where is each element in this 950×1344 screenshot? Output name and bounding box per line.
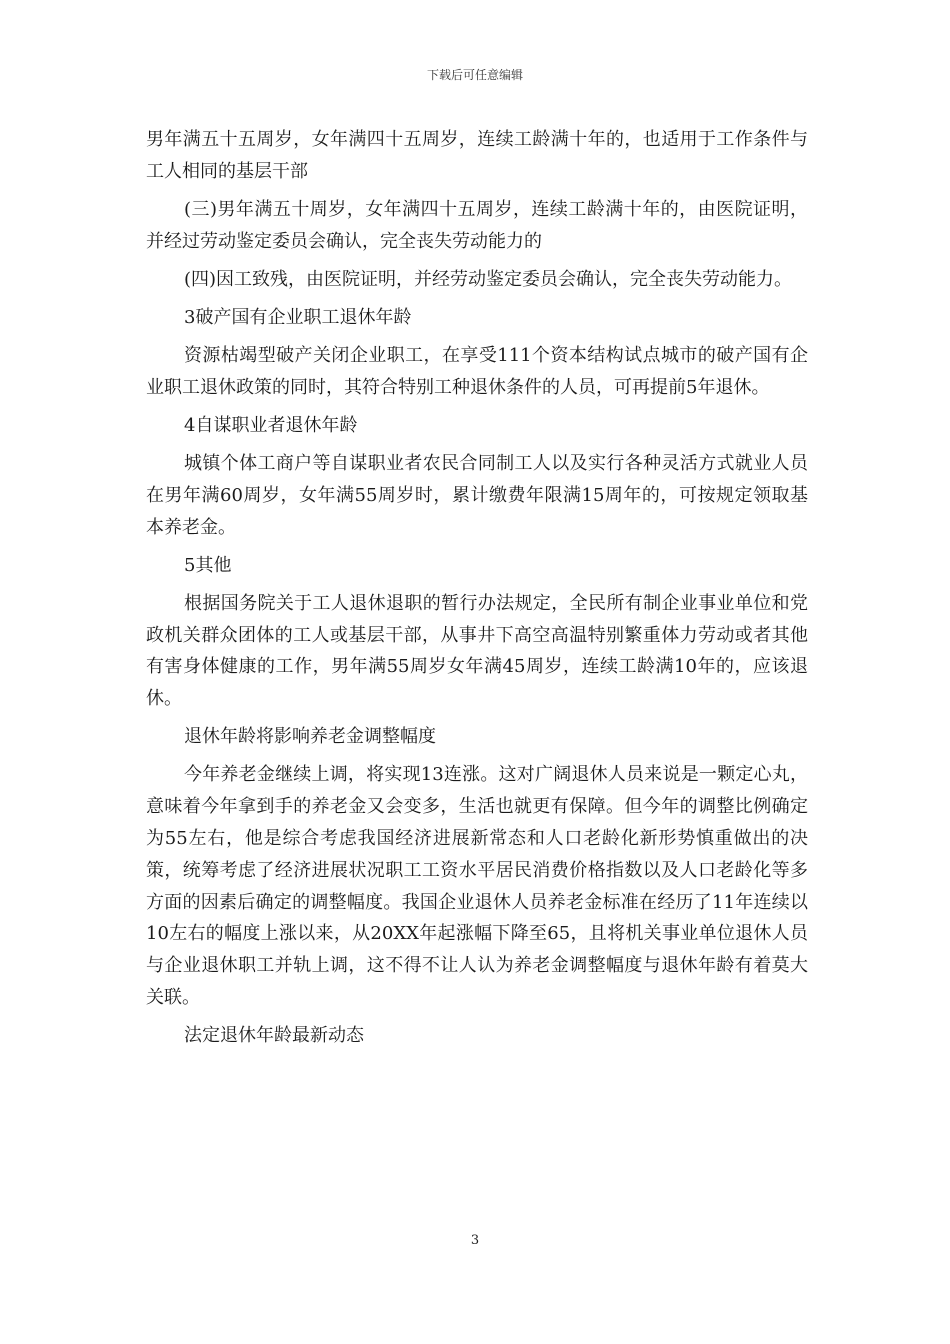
section-heading: 法定退休年龄最新动态 [184,1024,364,1046]
section-heading: 5其他 [184,554,232,576]
paragraph: 根据国务院关于工人退休退职的暂行办法规定，全民所有制企业事业单位和党政机关群众团体的工人或基层干部，从事井下高空高温特别繁重体力劳动或者其他有害身体健康的工作，男年满55周岁女年满45周岁，连续工龄满10年的，应该退休。 [146,592,808,710]
paragraph: 资源枯竭型破产关闭企业职工，在享受111个资本结构试点城市的破产国有企业职工退休政策的同时，其符合特别工种退休条件的人员，可再提前5年退休。 [146,344,808,398]
section-heading: 退休年龄将影响养老金调整幅度 [184,726,436,748]
paragraph: 男年满五十五周岁，女年满四十五周岁，连续工龄满十年的，也适用于工作条件与工人相同的基层干部 [146,129,808,182]
document-body [146,124,808,1052]
paragraph: (四)因工致残，由医院证明，并经劳动鉴定委员会确认，完全丧失劳动能力。 [184,268,793,290]
paragraph: (三)男年满五十周岁，女年满四十五周岁，连续工龄满十年的，由医院证明，并经过劳动鉴定委员会确认，完全丧失劳动能力的 [146,198,808,252]
section-heading: 3破产国有企业职工退休年龄 [184,306,412,328]
paragraph: 城镇个体工商户等自谋职业者农民合同制工人以及实行各种灵活方式就业人员在男年满60周岁，女年满55周岁时，累计缴费年限满15周年的，可按规定领取基本养老金。 [146,452,808,538]
section-heading: 4自谋职业者退休年龄 [184,414,358,436]
page-number: 3 [470,1233,480,1248]
page-header: 下载后可任意编辑 [426,68,523,82]
paragraph: 今年养老金继续上调，将实现13连涨。这对广阔退休人员来说是一颗定心丸，意味着今年拿到手的养老金又会变多，生活也就更有保障。但今年的调整比例确定为55左右，他是综合考虑我国经济进展新常态和人口老龄化新形势慎重做出的决策，统筹考虑了经济进展状况职工工资水平居民消费价格指数以及人口老龄化等多方面的因素后确定的调整幅度。我国企业退休人员养老金标准在经历了11年连续以10左右的幅度上涨以来，从20XX年起涨幅下降至65，且将机关事业单位退休人员与企业退休职工并轨上调，这不得不让人认为养老金调整幅度与退休年龄有着莫大关联。 [146,764,808,1008]
